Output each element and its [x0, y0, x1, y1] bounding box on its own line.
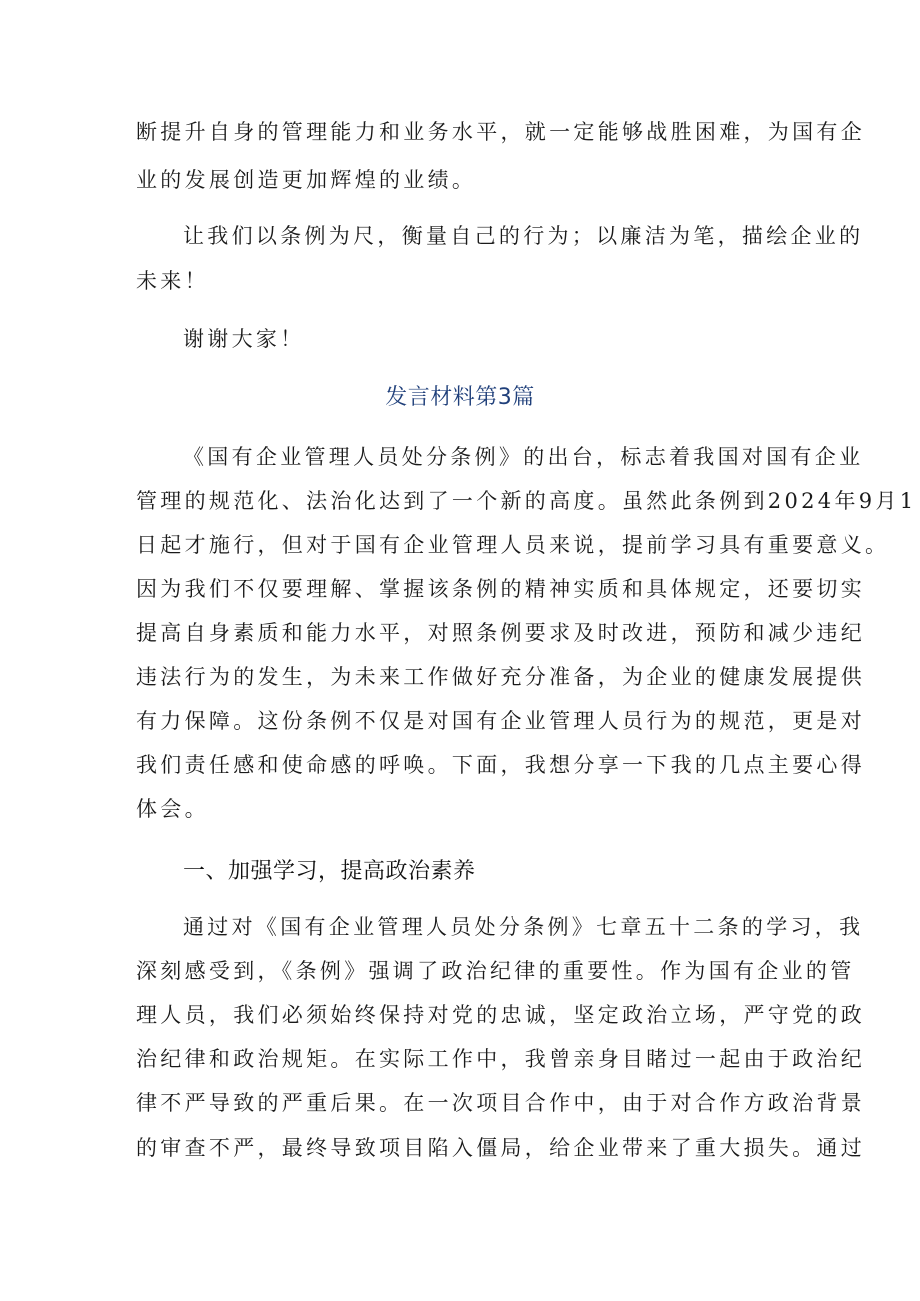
paragraph-line: 理人员，我们必须始终保持对党的忠诚，坚定政治立场，严守党的政 — [136, 1003, 865, 1027]
paragraph-line: 治纪律和政治规矩。在实际工作中，我曾亲身目睹过一起由于政治纪 — [136, 1047, 865, 1071]
paragraph-line: 体会。 — [136, 797, 209, 821]
paragraph-line: 断提升自身的管理能力和业务水平，就一定能够战胜困难，为国有企 — [136, 120, 865, 144]
paragraph-line: 《国有企业管理人员处分条例》的出台，标志着我国对国有企业 — [183, 445, 864, 469]
section-heading: 一、加强学习，提高政治素养 — [183, 859, 476, 884]
paragraph-line: 有力保障。这份条例不仅是对国有企业管理人员行为的规范，更是对 — [136, 709, 865, 733]
paragraph-line: 深刻感受到，《条例》强调了政治纪律的重要性。作为国有企业的管 — [136, 959, 855, 983]
paragraph-line: 律不严导致的严重后果。在一次项目合作中，由于对合作方政治背景 — [136, 1091, 865, 1115]
paragraph-line: 让我们以条例为尺，衡量自己的行为；以廉洁为笔，描绘企业的 — [183, 224, 864, 248]
paragraph-line: 通过对《国有企业管理人员处分条例》七章五十二条的学习，我 — [183, 915, 864, 939]
paragraph-line: 日起才施行，但对于国有企业管理人员来说，提前学习具有重要意义。 — [136, 533, 890, 557]
paragraph-line: 管理的规范化、法治化达到了一个新的高度。虽然此条例到2024年9月1 — [136, 489, 917, 513]
paragraph-line: 的审查不严，最终导致项目陷入僵局，给企业带来了重大损失。通过 — [136, 1136, 865, 1160]
paragraph-line: 未来！ — [136, 269, 209, 293]
paragraph-line: 违法行为的发生，为未来工作做好充分准备，为企业的健康发展提供 — [136, 665, 865, 689]
article-title: 发言材料第3篇 — [385, 385, 535, 410]
paragraph-line: 我们责任感和使命感的呼唤。下面，我想分享一下我的几点主要心得 — [136, 753, 865, 777]
paragraph-line: 业的发展创造更加辉煌的业绩。 — [136, 168, 477, 192]
closing-line: 谢谢大家！ — [183, 327, 305, 351]
paragraph-line: 提高自身素质和能力水平，对照条例要求及时改进，预防和减少违纪 — [136, 621, 865, 645]
paragraph-line: 因为我们不仅要理解、掌握该条例的精神实质和具体规定，还要切实 — [136, 577, 865, 601]
